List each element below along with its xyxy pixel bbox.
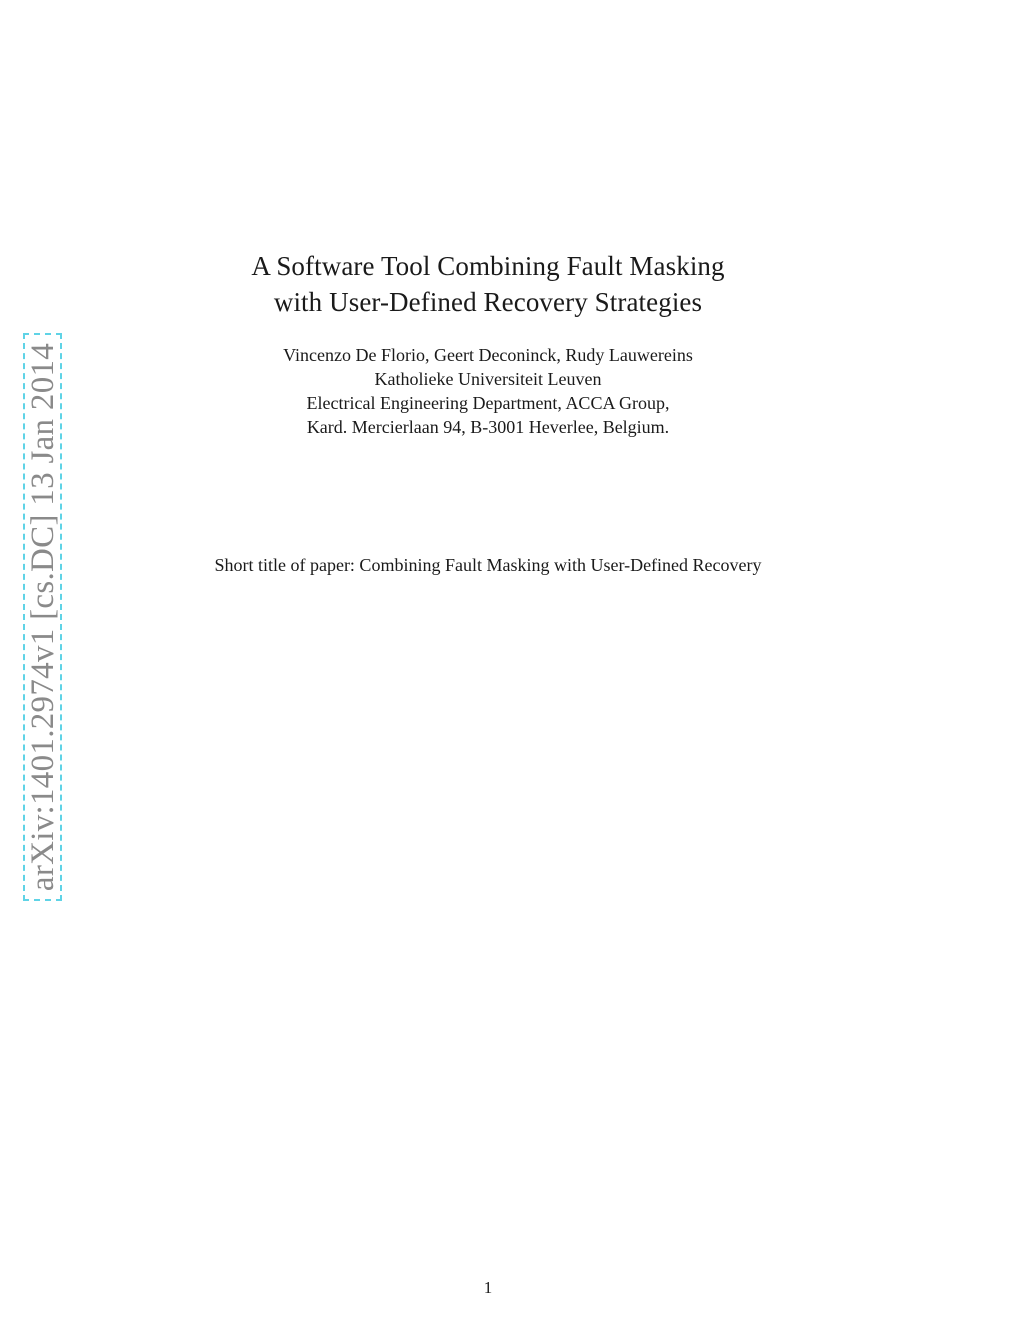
author-names: Vincenzo De Florio, Geert Deconinck, Rudy Lauwereins — [283, 345, 693, 365]
title-line-2: with User-Defined Recovery Strategies — [273, 287, 703, 317]
author-block — [0, 343, 976, 439]
title-line-1: A Software Tool Combining Fault Masking — [251, 251, 725, 281]
short-title: Short title of paper: Combining Fault Masking with User-Defined Recovery — [214, 555, 762, 575]
arxiv-identifier-text: arXiv:1401.2974v1 [cs.DC] 13 Jan 2014 — [24, 342, 61, 892]
author-affiliation: Katholieke Universiteit Leuven — [374, 369, 602, 389]
author-department: Electrical Engineering Department, ACCA Group, — [306, 393, 670, 413]
page-number: 1 — [483, 1278, 493, 1297]
paper-title — [0, 248, 976, 320]
author-address: Kard. Mercierlaan 94, B-3001 Heverlee, Belgium. — [306, 417, 670, 437]
